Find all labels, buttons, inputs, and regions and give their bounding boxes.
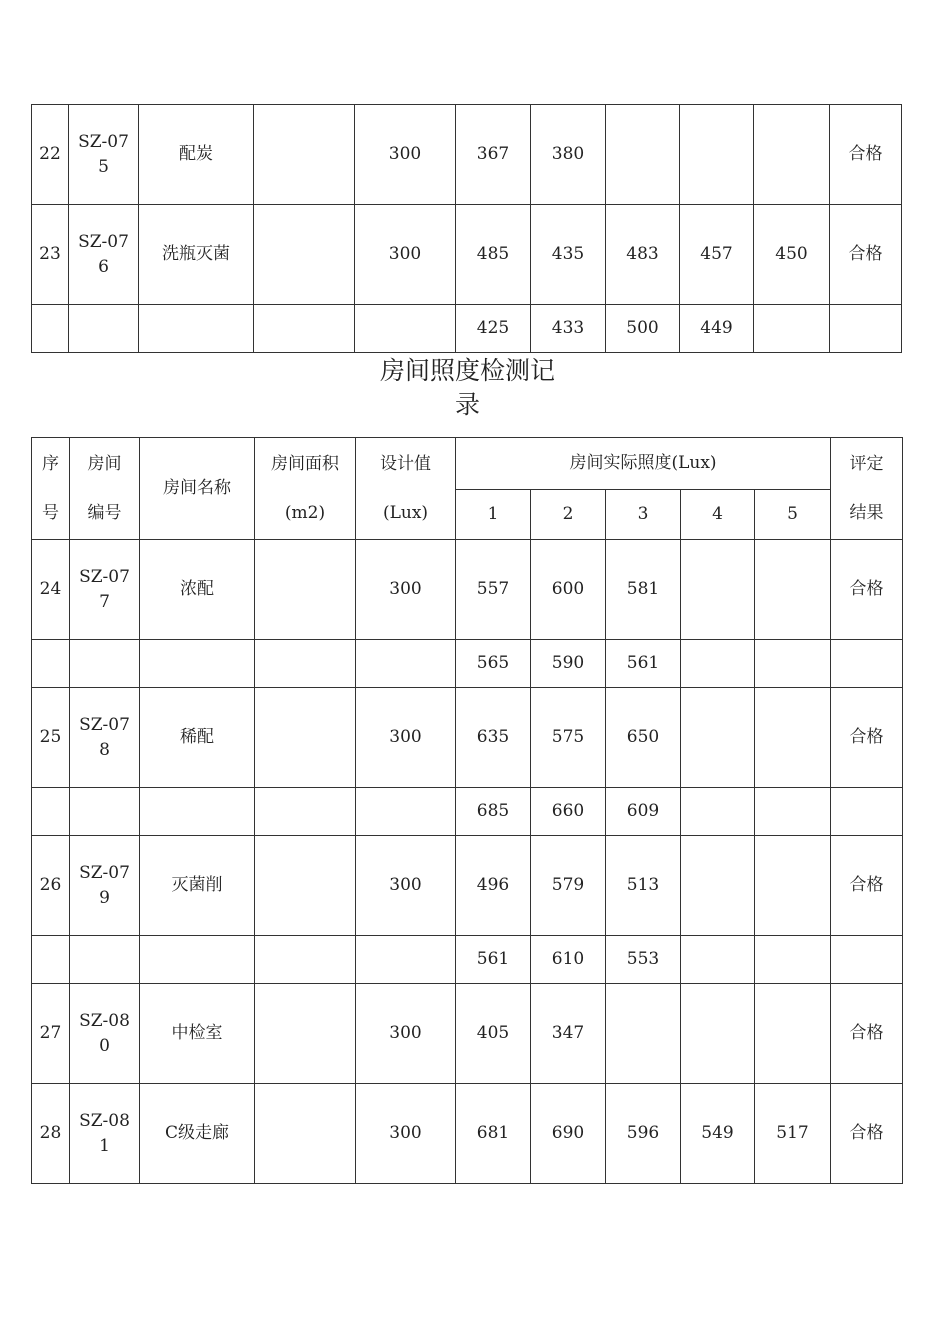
row-number: 25 xyxy=(32,688,70,788)
room-name: 配炭 xyxy=(139,105,254,205)
room-name xyxy=(140,788,255,836)
measurement-4 xyxy=(681,788,755,836)
room-area xyxy=(254,305,355,353)
evaluation-result: 合格 xyxy=(830,205,902,305)
table-row xyxy=(32,688,903,788)
header-col-5: 5 xyxy=(755,490,831,540)
room-code xyxy=(70,640,140,688)
header-col-4: 4 xyxy=(681,490,755,540)
design-value: 300 xyxy=(356,836,456,936)
measurement-4 xyxy=(681,836,755,936)
evaluation-result: 合格 xyxy=(831,984,903,1084)
row-number: 22 xyxy=(32,105,69,205)
measurement-5: 450 xyxy=(754,205,830,305)
page-title: 房间照度检测记 录 xyxy=(379,356,555,419)
header-room-area: 房间面积 (m2) xyxy=(255,438,356,540)
room-name xyxy=(139,305,254,353)
measurement-2: 590 xyxy=(531,640,606,688)
measurement-2: 579 xyxy=(531,836,606,936)
measurement-4: 449 xyxy=(680,305,754,353)
room-area xyxy=(255,1084,356,1184)
measurement-5 xyxy=(754,105,830,205)
evaluation-result xyxy=(831,936,903,984)
measurement-2: 690 xyxy=(531,1084,606,1184)
design-value: 300 xyxy=(355,205,456,305)
measurement-5 xyxy=(755,788,831,836)
table-row xyxy=(32,936,903,984)
measurement-2: 660 xyxy=(531,788,606,836)
measurement-1: 685 xyxy=(456,788,531,836)
row-number xyxy=(32,305,69,353)
row-number: 24 xyxy=(32,540,70,640)
measurement-5 xyxy=(755,640,831,688)
measurement-2: 610 xyxy=(531,936,606,984)
room-code: SZ-08 1 xyxy=(70,1084,140,1184)
row-number xyxy=(32,640,70,688)
design-value: 300 xyxy=(356,984,456,1084)
measurement-5 xyxy=(755,984,831,1084)
room-name: C级走廊 xyxy=(140,1084,255,1184)
measurement-1: 557 xyxy=(456,540,531,640)
measurement-4 xyxy=(681,984,755,1084)
room-name xyxy=(140,640,255,688)
room-area xyxy=(255,936,356,984)
row-number: 26 xyxy=(32,836,70,936)
room-code: SZ-07 9 xyxy=(70,836,140,936)
evaluation-result xyxy=(831,788,903,836)
table-row xyxy=(32,788,903,836)
row-number: 23 xyxy=(32,205,69,305)
measurement-4 xyxy=(681,540,755,640)
measurement-1: 425 xyxy=(456,305,531,353)
header-col-3: 3 xyxy=(606,490,681,540)
header-row xyxy=(32,438,903,490)
measurement-1: 681 xyxy=(456,1084,531,1184)
measurement-3: 609 xyxy=(606,788,681,836)
measurement-3: 561 xyxy=(606,640,681,688)
room-name: 洗瓶灭菌 xyxy=(139,205,254,305)
measurement-3 xyxy=(606,984,681,1084)
room-code xyxy=(70,936,140,984)
measurement-4 xyxy=(680,105,754,205)
row-number xyxy=(32,788,70,836)
design-value xyxy=(356,788,456,836)
room-name: 浓配 xyxy=(140,540,255,640)
header-col-1: 1 xyxy=(456,490,531,540)
measurement-5 xyxy=(754,305,830,353)
room-name: 中检室 xyxy=(140,984,255,1084)
measurement-4 xyxy=(681,936,755,984)
measurement-5 xyxy=(755,540,831,640)
measurement-3 xyxy=(606,105,680,205)
measurement-2: 433 xyxy=(531,305,606,353)
evaluation-result: 合格 xyxy=(831,540,903,640)
table-row xyxy=(32,984,903,1084)
evaluation-result xyxy=(830,305,902,353)
room-code xyxy=(70,788,140,836)
measurement-3: 650 xyxy=(606,688,681,788)
table-row xyxy=(32,640,903,688)
measurement-4 xyxy=(681,688,755,788)
table-row xyxy=(32,540,903,640)
header-room-name: 房间名称 xyxy=(140,438,255,540)
measurement-5 xyxy=(755,836,831,936)
measurement-3: 553 xyxy=(606,936,681,984)
room-area xyxy=(255,640,356,688)
row-number xyxy=(32,936,70,984)
measurement-1: 367 xyxy=(456,105,531,205)
table-row xyxy=(32,1084,903,1184)
evaluation-result xyxy=(831,640,903,688)
continued-table xyxy=(31,104,902,353)
measurement-2: 575 xyxy=(531,688,606,788)
room-code: SZ-07 5 xyxy=(69,105,139,205)
room-area xyxy=(255,688,356,788)
room-name: 稀配 xyxy=(140,688,255,788)
table-row xyxy=(32,836,903,936)
design-value: 300 xyxy=(356,540,456,640)
measurement-5 xyxy=(755,936,831,984)
header-actual-illuminance: 房间实际照度(Lux) xyxy=(456,438,831,490)
header-result: 评定 结果 xyxy=(831,438,903,540)
header-no: 序 号 xyxy=(32,438,70,540)
measurement-3: 483 xyxy=(606,205,680,305)
room-code xyxy=(69,305,139,353)
measurement-1: 561 xyxy=(456,936,531,984)
room-code: SZ-07 8 xyxy=(70,688,140,788)
room-code: SZ-07 7 xyxy=(70,540,140,640)
measurement-3: 596 xyxy=(606,1084,681,1184)
measurement-2: 435 xyxy=(531,205,606,305)
measurement-4 xyxy=(681,640,755,688)
room-name: 灭菌削 xyxy=(140,836,255,936)
room-code: SZ-07 6 xyxy=(69,205,139,305)
evaluation-result: 合格 xyxy=(831,688,903,788)
measurement-1: 405 xyxy=(456,984,531,1084)
measurement-5: 517 xyxy=(755,1084,831,1184)
measurement-2: 600 xyxy=(531,540,606,640)
evaluation-result: 合格 xyxy=(831,1084,903,1184)
design-value: 300 xyxy=(356,688,456,788)
measurement-3: 513 xyxy=(606,836,681,936)
table-row xyxy=(32,305,902,353)
measurement-2: 347 xyxy=(531,984,606,1084)
room-area xyxy=(254,205,355,305)
measurement-4: 549 xyxy=(681,1084,755,1184)
measurement-1: 635 xyxy=(456,688,531,788)
room-name xyxy=(140,936,255,984)
room-area xyxy=(255,836,356,936)
measurement-1: 496 xyxy=(456,836,531,936)
measurement-4: 457 xyxy=(680,205,754,305)
design-value: 300 xyxy=(356,1084,456,1184)
measurement-5 xyxy=(755,688,831,788)
room-area xyxy=(254,105,355,205)
design-value: 300 xyxy=(355,105,456,205)
header-room-code: 房间 编号 xyxy=(70,438,140,540)
table-row xyxy=(32,205,902,305)
measurement-3: 500 xyxy=(606,305,680,353)
design-value xyxy=(356,936,456,984)
measurement-1: 565 xyxy=(456,640,531,688)
evaluation-result: 合格 xyxy=(831,836,903,936)
room-area xyxy=(255,984,356,1084)
row-number: 27 xyxy=(32,984,70,1084)
header-col-2: 2 xyxy=(531,490,606,540)
measurement-1: 485 xyxy=(456,205,531,305)
row-number: 28 xyxy=(32,1084,70,1184)
table-row xyxy=(32,105,902,205)
evaluation-result: 合格 xyxy=(830,105,902,205)
illuminance-table xyxy=(31,437,903,1184)
design-value xyxy=(355,305,456,353)
design-value xyxy=(356,640,456,688)
measurement-3: 581 xyxy=(606,540,681,640)
room-code: SZ-08 0 xyxy=(70,984,140,1084)
room-area xyxy=(255,540,356,640)
header-design-value: 设计值 (Lux) xyxy=(356,438,456,540)
room-area xyxy=(255,788,356,836)
measurement-2: 380 xyxy=(531,105,606,205)
